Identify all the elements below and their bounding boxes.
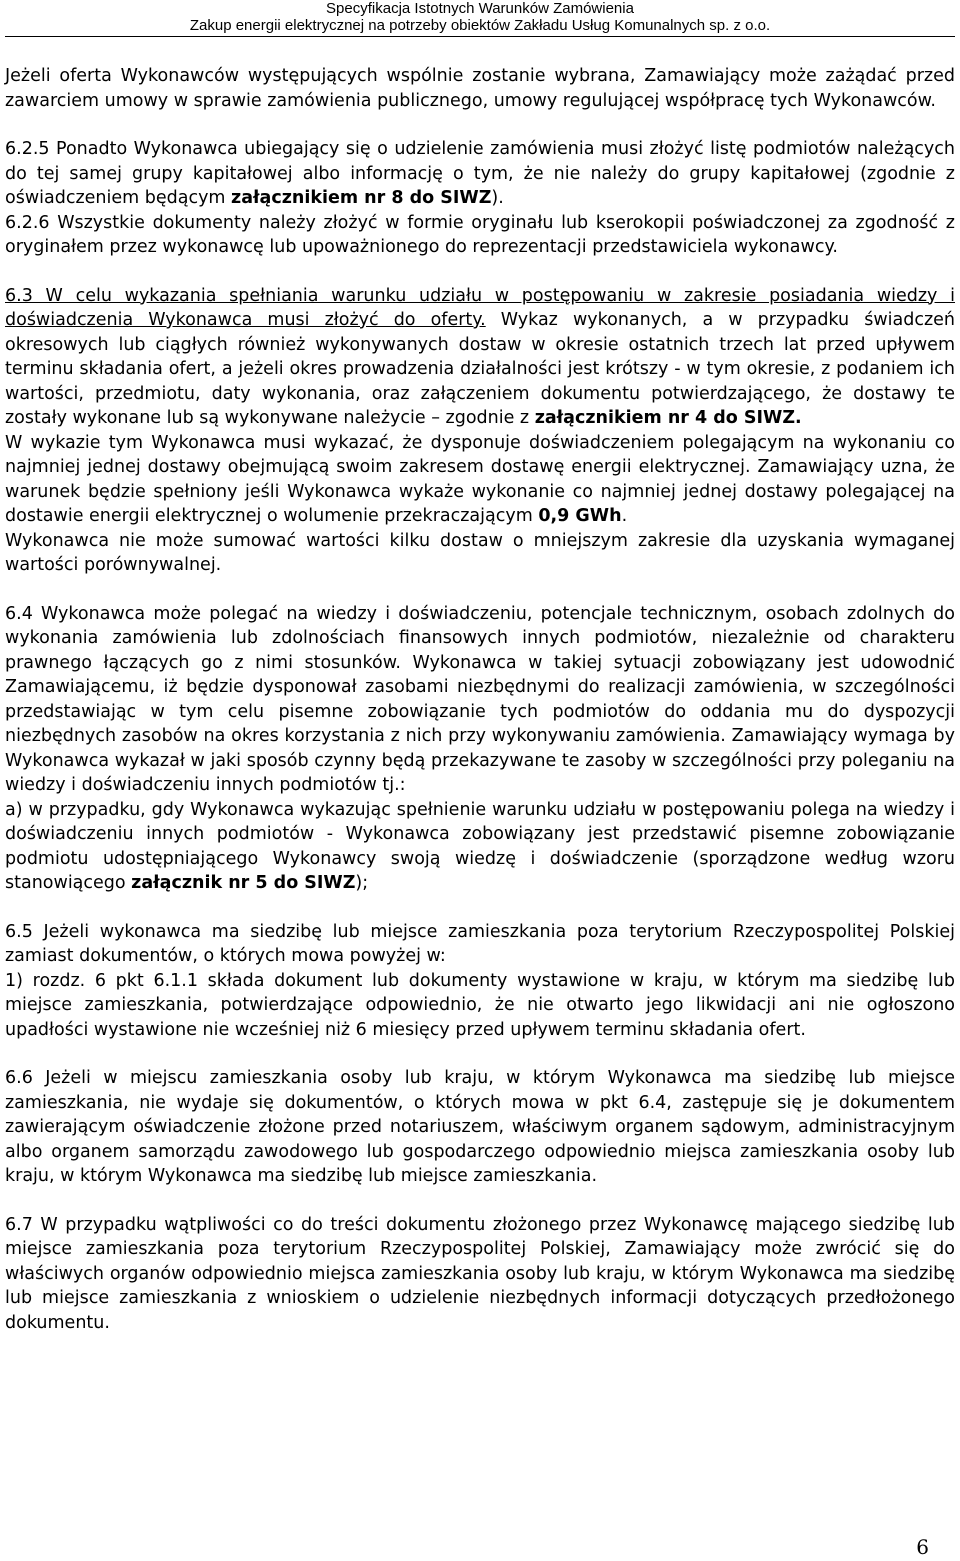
underlined-requirement: 6.3 W celu wykazania spełniania warunku udziału w postępowaniu w zakresie posiadania wiedzy i doświadczenia Wykonawca musi złożyć do oferty. [5,285,955,330]
paragraph-consortium: Jeżeli oferta Wykonawców występujących wspólnie zostanie wybrana, Zamawiający może zażądać przed zawarciem umowy w sprawie zamówienia publicznego, umowy regulującej współpracę tych Wykonawców. [5,66,955,111]
header-title: Specyfikacja Istotnych Warunków Zamówienia [326,0,634,17]
paragraph-6-5: 6.5 Jeżeli wykonawca ma siedzibę lub miejsce zamieszkania poza terytorium Rzeczypospolitej Polskiej zamiast dokumentów, o których mowa powyżej w: [5,921,955,966]
paragraph-experience: W wykazie tym Wykonawca musi wykazać, że dysponuje doświadczeniem polegającym na wykonaniu co najmniej jednej dostawy obejmującą swoim zakresem dostawę energii elektrycznej. Zamawiający uzna, że warunek będzie spełniony jeśli Wykonawca wykaże wykonanie co najmniej jednej dostawy polegającej na dostawie energii elektrycznej o wolumenie przekraczającym 0,9 GWh. [5,432,955,526]
bold-attachment-4: załącznikiem nr 4 do SIWZ. [534,408,802,428]
paragraph-6-5-1: 1) rozdz. 6 pkt 6.1.1 składa dokument lub dokumenty wystawione w kraju, w którym ma siedzibę lub miejsce zamieszkania, potwierdzające odpowiednio, że nie otwarto jego likwidacji ani nie ogłoszono upadłości wystawione nie wcześniej niż 6 miesięcy przed upływem terminu składania ofert. [5,970,955,1040]
paragraph-no-summing: Wykonawca nie może sumować wartości kilku dostaw o mniejszym zakresie dla uzyskania wymaganej wartości porównywalnej. [5,530,955,575]
paragraph-6-4-a: a) w przypadku, gdy Wykonawca wykazując spełnienie warunku udziału w postępowaniu polega na wiedzy i doświadczeniu innych podmiotów - Wykonawca zobowiązany jest przedstawić pisemne zobowiązanie podmiotu udostępniającego Wykonawcy swoją wiedzę i doświadczenie (sporządzone według wzoru stanowiącego załącznik nr 5 do SIWZ); [5,799,955,893]
paragraph-6-3: 6.3 W celu wykazania spełniania warunku udziału w postępowaniu w zakresie posiadania wiedzy i doświadczenia Wykonawca musi złożyć do oferty. Wykaz wykonanych, a w przypadku świadczeń okresowych lub ciągłych również wykonywanych dostaw w okresie ostatnich trzech lat przed upływem terminu składania ofert, a jeżeli okres prowadzenia działalności jest krótszy - w tym okresie, z podaniem ich wartości, przedmiotu, daty wykonania, oraz załączeniem dokumentu potwierdzającego, że dostawy te zostały wykonane lub są wykonywane należycie – zgodnie z załącznikiem nr 4 do SIWZ. [5,285,955,428]
paragraph-6-2-6: 6.2.6 Wszystkie dokumenty należy złożyć w formie oryginału lub kserokopii poświadczonej za zgodność z oryginałem przez wykonawcę lub upoważnionego do reprezentacji przedstawiciela wykonawcy. [5,212,955,257]
header-subtitle: Zakup energii elektrycznej na potrzeby obiektów Zakładu Usług Komunalnych sp. z o.o. [189,17,771,34]
page-header [0,0,960,34]
header-rule [5,36,955,37]
bold-attachment-5: załącznik nr 5 do SIWZ [131,873,356,893]
bold-volume: 0,9 GWh [538,506,622,526]
paragraph-6-4: 6.4 Wykonawca może polegać na wiedzy i doświadczeniu, potencjale technicznym, osobach zdolnych do wykonania zamówienia lub zdolnościach finansowych innych podmiotów, niezależnie od charakteru prawnego łączących go z nimi stosunków. Wykonawca w takiej sytuacji zobowiązany jest udowodnić Zamawiającemu, iż będzie dysponował zasobami niezbędnymi do realizacji zamówienia, w szczególności przedstawiając w tym celu pisemne zobowiązanie tych podmiotów do oddania mu do dyspozycji niezbędnych zasobów na okres korzystania z nich przy wykonywaniu zamówienia. Zamawiający wymaga by Wykonawca wykazał w jaki sposób czynny będą przekazywane te zasoby w szczególności przy poleganiu na wiedzy i doświadczeniu innych podmiotów tj.: [5,603,955,795]
paragraph-6-7: 6.7 W przypadku wątpliwości co do treści dokumentu złożonego przez Wykonawcę mającego siedzibę lub miejsce zamieszkania poza terytorium Rzeczypospolitej Polskiej, Zamawiający może zwrócić się do właściwych organów odpowiednio miejsca zamieszkania osoby lub kraju, w którym Wykonawca ma siedzibę lub miejsce zamieszkania z wnioskiem o udzielenie niezbędnych informacji dotyczących przedłożonego dokumentu. [5,1214,955,1333]
document-body [5,64,955,1335]
bold-attachment-8: załącznikiem nr 8 do SIWZ [231,188,492,208]
paragraph-6-6: 6.6 Jeżeli w miejscu zamieszkania osoby lub kraju, w którym Wykonawca ma siedzibę lub miejsce zamieszkania, nie wydaje się dokumentów, o których mowa w pkt 6.4, zastępuje się je dokumentem zawierającym oświadczenie złożone przed notariuszem, właściwym organem sądowym, administracyjnym albo organem samorządu zawodowego lub gospodarczego odpowiednio miejsca zamieszkania osoby lub kraju, w którym Wykonawca ma siedzibę lub miejsce zamieszkania. [5,1068,955,1186]
paragraph-6-2-5: 6.2.5 Ponadto Wykonawca ubiegający się o udzielenie zamówienia musi złożyć listę podmiotów należących do tej samej grupy kapitałowej albo informację o tym, że nie należy do grupy kapitałowej (zgodnie z oświadczeniem będącym załącznikiem nr 8 do SIWZ). [5,139,955,208]
page-number: 6 [916,1535,929,1559]
